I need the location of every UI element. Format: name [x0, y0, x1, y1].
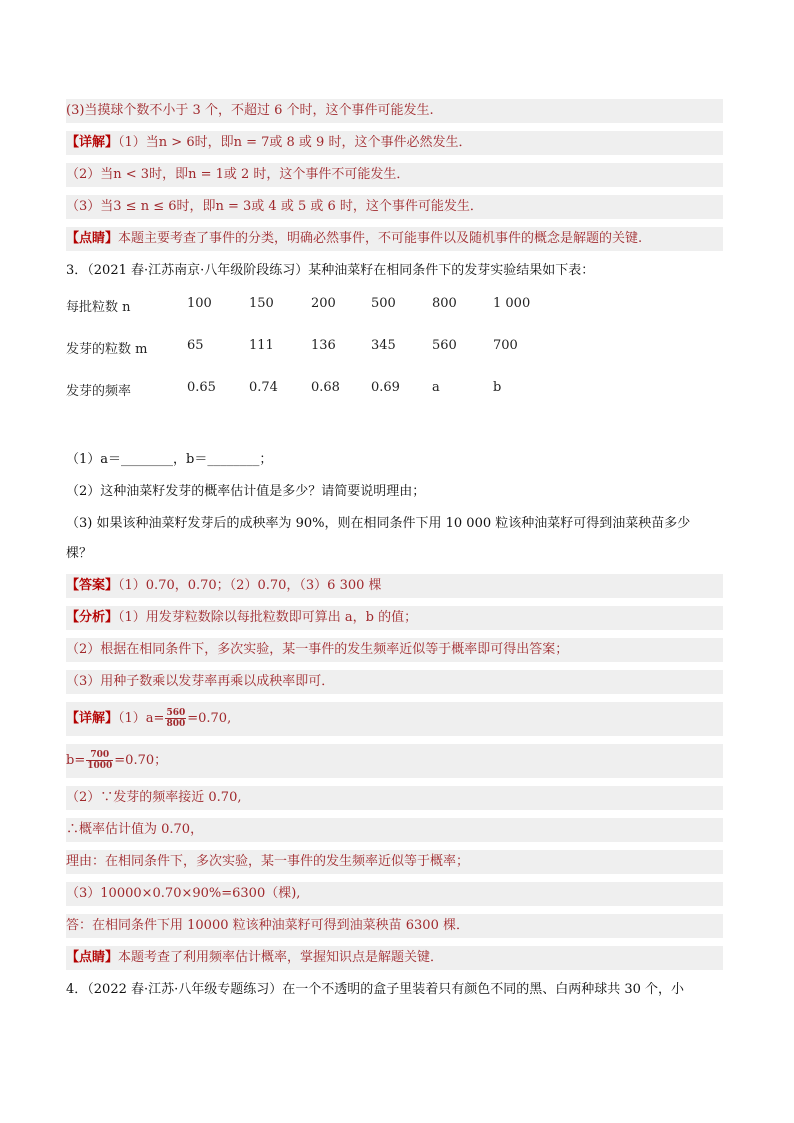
analysis-line-3: （3）用种子数乘以发芽率再乘以成秧率即可．: [66, 670, 723, 694]
question-4-title: 4．（2022 春·江苏·八年级专题练习）在一个不透明的盒子里装着只有颜色不同的黑、白两种球共 30 个，小: [66, 982, 685, 997]
row-label: 每批粒数 n: [66, 300, 131, 315]
table-cell: 0.69: [371, 380, 400, 395]
detail-tag: 【详解】: [66, 711, 119, 726]
question-3-part-3-cont: 棵？: [66, 546, 93, 561]
analysis-tag: 【分析】: [66, 610, 119, 625]
table-cell: 136: [311, 338, 336, 353]
note-tag: 【点睛】: [66, 231, 119, 246]
fraction-denominator: 1000: [87, 761, 113, 771]
detail-line: 答：在相同条件下用 10000 粒该种油菜籽可得到油菜秧苗 6300 棵．: [66, 914, 723, 938]
table-cell: 700: [493, 338, 518, 353]
fraction-numerator: 700: [86, 750, 113, 761]
detail-tag: 【详解】: [66, 135, 119, 150]
detail-result: =0.70,: [187, 711, 232, 726]
fraction: [86, 750, 113, 771]
detail-line-2: （2）当n < 3时，即n = 1或 2 时，这个事件不可能发生．: [66, 163, 723, 187]
row-label: 发芽的频率: [66, 384, 132, 399]
table-cell: 800: [432, 296, 457, 311]
table-cell: 0.68: [311, 380, 340, 395]
detail-prefix: （1）a=: [118, 711, 165, 726]
row-label: 发芽的粒数 m: [66, 342, 148, 357]
table-cell: 150: [249, 296, 274, 311]
analysis-line-1: [66, 606, 723, 630]
table-cell: 200: [311, 296, 336, 311]
table-cell: 100: [187, 296, 212, 311]
note-text: 本题考查了利用频率估计概率，掌握知识点是解题关键．: [118, 950, 444, 965]
note-line: [66, 946, 723, 970]
analysis-text: （1）用发芽粒数除以每批粒数即可算出 a，b 的值；: [118, 610, 418, 625]
note-tag: 【点睛】: [66, 950, 119, 965]
answer-line: [66, 574, 723, 598]
table-row: [66, 338, 626, 358]
question-3-part-1: （1）a＝________，b＝________；: [66, 452, 273, 467]
question-3-title: 3．（2021 春·江苏南京·八年级阶段练习）某种油菜籽在相同条件下的发芽实验结果如下表：: [66, 263, 595, 278]
detail-line-1: [66, 131, 723, 155]
detail-prefix: b=: [66, 753, 86, 768]
detail-line-3: （3）当3 ≤ n ≤ 6时，即n = 3或 4 或 5 或 6 时，这个事件可能发生．: [66, 195, 723, 219]
detail-line: ∴概率估计值为 0.70，: [66, 818, 723, 842]
note-line: [66, 227, 723, 251]
fraction: [165, 708, 186, 729]
detail-fraction-a: [66, 702, 723, 736]
table-cell: b: [493, 380, 502, 395]
detail-line: （3）10000×0.70×90%=6300（棵),: [66, 882, 723, 906]
fraction-denominator: 800: [166, 719, 186, 729]
table-cell: 500: [371, 296, 396, 311]
table-cell: 111: [249, 338, 274, 353]
answer-tag: 【答案】: [66, 578, 119, 593]
table-cell: 345: [371, 338, 396, 353]
detail-fraction-b: [66, 744, 723, 778]
table-cell: 560: [432, 338, 457, 353]
detail-line: （2）∵发芽的频率接近 0.70,: [66, 786, 723, 810]
answer-text: （1）0.70，0.70；（2）0.70，（3）6 300 棵: [118, 578, 382, 593]
note-text: 本题主要考查了事件的分类，明确必然事件，不可能事件以及随机事件的概念是解题的关键.: [118, 231, 643, 246]
table-row: [66, 380, 626, 400]
solution-line: (3)当摸球个数不小于 3 个，不超过 6 个时，这个事件可能发生.: [66, 99, 723, 123]
table-cell: 65: [187, 338, 204, 353]
detail-text: （1）当n > 6时，即n = 7或 8 或 9 时，这个事件必然发生．: [118, 135, 472, 150]
table-cell: 0.65: [187, 380, 216, 395]
detail-result: =0.70；: [114, 753, 168, 768]
table-cell: 1 000: [493, 296, 531, 311]
question-3-part-3: （3) 如果该种油菜籽发芽后的成秧率为 90%，则在相同条件下用 10 000 粒该种油菜籽可得到油菜秧苗多少: [66, 516, 691, 531]
analysis-line-2: （2）根据在相同条件下，多次实验，某一事件的发生频率近似等于概率即可得出答案；: [66, 638, 723, 662]
question-3-part-2: （2）这种油菜籽发芽的概率估计值是多少？请简要说明理由；: [66, 484, 426, 499]
fraction-numerator: 560: [166, 708, 186, 718]
table-row: [66, 296, 626, 316]
table-cell: 0.74: [249, 380, 278, 395]
table-cell: a: [432, 380, 440, 395]
detail-line: 理由：在相同条件下，多次实验，某一事件的发生频率近似等于概率；: [66, 850, 723, 874]
